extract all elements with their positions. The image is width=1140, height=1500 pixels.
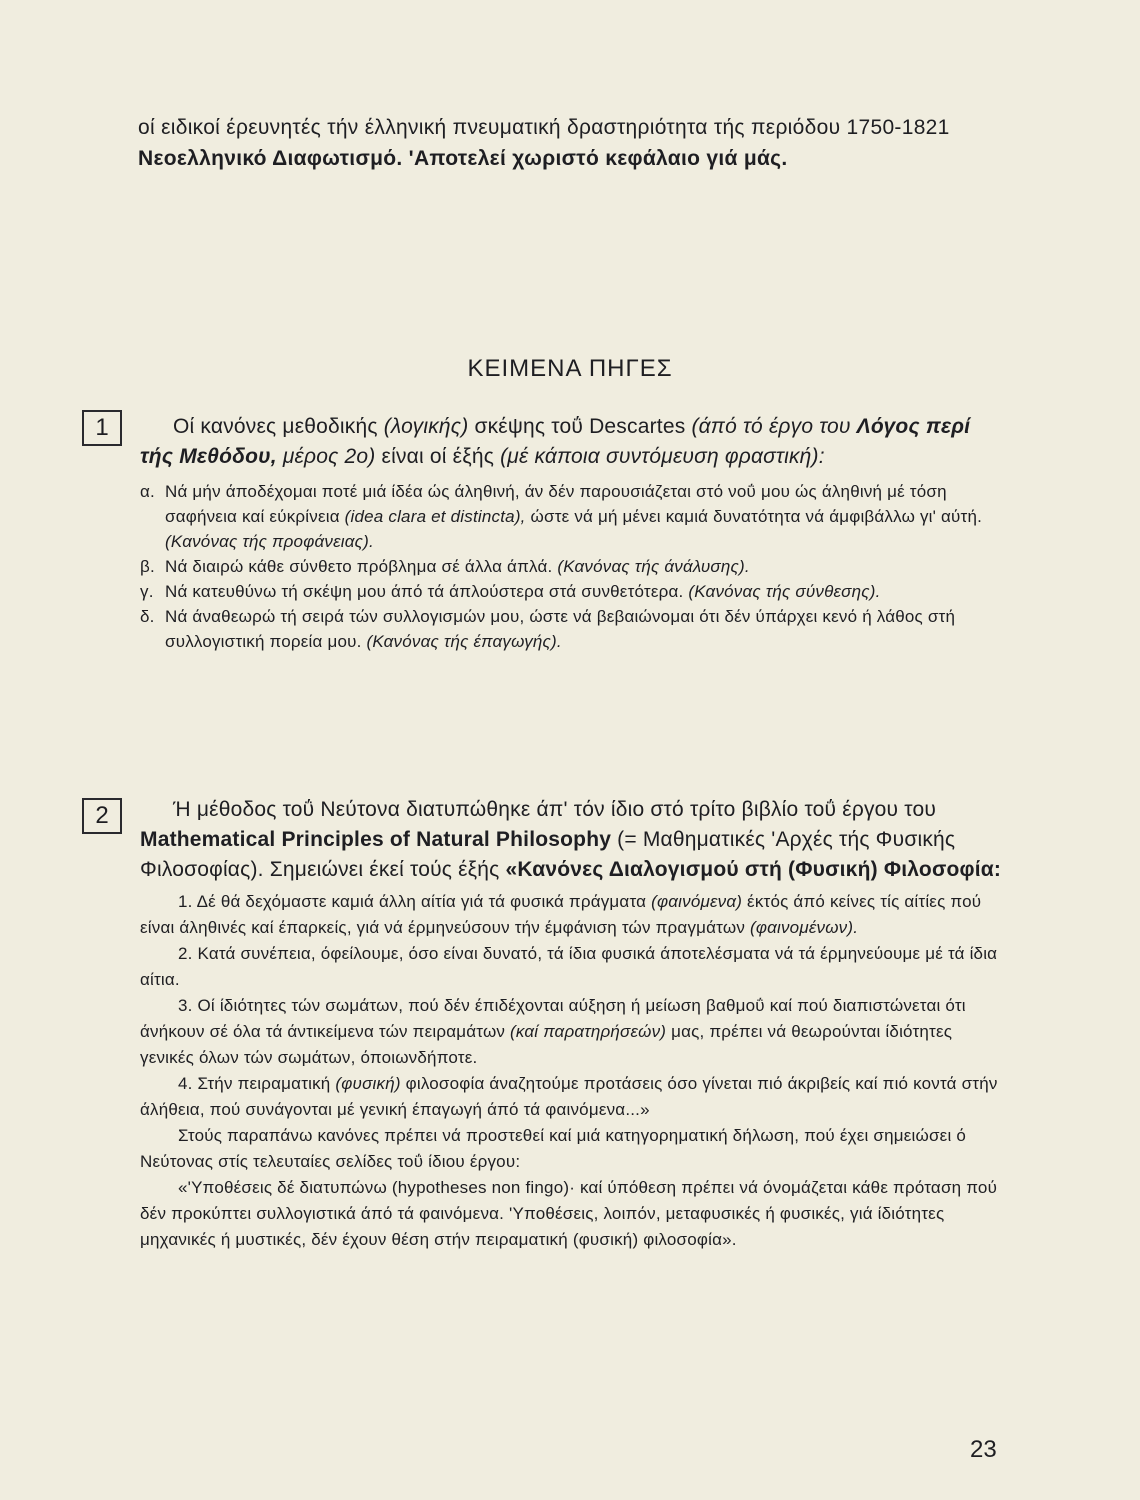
rule-label: γ. [140,582,154,601]
lead-rules-title: «Κανόνες Διαλογισμού στή (Φυσική) Φιλοσοφία: [505,858,1002,881]
lead-work-title: Mathematical Principles of Natural Philosophy [140,828,612,851]
lead-text: Ή μέθοδος τοΰ Νεύτονα διατυπώθηκε άπ' τόν ίδιο στό τρίτο βιβλίο τοΰ έργου του [173,798,937,821]
para-italic: (φυσική) [335,1074,401,1093]
rule-italic: (Κανόνας τής σύνθεσης). [688,582,881,601]
newton-declaration-intro: Στούς παραπάνω κανόνες πρέπει νά προστεθεί καί μιά κατηγορηματική δήλωση, πού έχει σημειώσει ό Νεύτονας στίς τελευταίες σελίδες τοΰ ίδιου έργου: [140,1126,967,1171]
newton-rule-2: 2. Κατά συνέπεια, όφείλουμε, όσο είναι δυνατό, τά ίδια φυσικά άποτελέσματα νά τά έρμηνεύουμε μέ τά ίδια αίτια. [140,944,998,989]
para-italic: (φαινόμενα) [651,892,743,911]
intro-paragraph [138,112,988,174]
newton-declaration-quote: «'Υποθέσεις δέ διατυπώνω (hypotheses non fingo)· καί ύπόθεση πρέπει νά όνομάζεται κάθε πρόταση πού δέν προκύπτει συλλογιστικά άπό τά φαινόμενα. 'Υποθέσεις, λοιπόν, μεταφυσικές ή φυσικές, γιά ίδιότητες μηχανικές ή μυστικές, δέν έχουν θέση στήν πειραματική (φυσική) φιλοσοφία». [140,1178,998,1249]
rule-item [140,479,1002,554]
lead-italic: (άπό τό έργο του [691,415,857,438]
rule-item [140,554,1002,579]
newton-rule-3 [140,993,1002,1071]
para-italic: (καί παρατηρήσεών) [510,1022,667,1041]
para-italic: (φαινομένων). [749,918,859,937]
newton-rule-1 [140,889,1002,941]
rule-text: Νά άναθεωρώ τή σειρά τών συλλογισμών μου, ώστε νά βεβαιώνομαι ότι δέν ύπάρχει κενό ή λάθος στή συλλογιστική πορεία μου. [165,607,956,651]
rule-item [140,579,1002,604]
intro-bold-note: 'Αποτελεί χωριστό κεφάλαιο γιά μάς. [402,147,788,170]
rule-text: Νά μήν άποδέχομαι ποτέ μιά ίδέα ώς άληθινή, άν δέν παρουσιάζεται στό νοΰ μου ώς άληθινή μέ τόση σαφήνεια καί εύκρίνεια [165,482,947,526]
para-text: μας, πρέπει νά θεωρούνται ίδιότητες γενικές όλων τών σωμάτων, όποιωνδήποτε. [140,1022,953,1067]
rule-italic: (Κανόνας τής άνάλυσης). [557,557,750,576]
rule-label: δ. [140,607,155,626]
lead-italic: μέρος 2ο) [276,445,376,468]
intro-bold-term: Νεοελληνικό Διαφωτισμό. [138,147,403,170]
source-1-lead [140,412,1002,472]
lead-text: Οί κανόνες μεθοδικής [173,415,384,438]
para-text: 3. Οί ίδιότητες τών σωμάτων, πού δέν έπιδέχονται αύξηση ή μείωση βαθμοΰ καί πού διαπιστώνεται ότι άνήκουν σέ όλα τά άντικείμενα τών πειραμάτων [140,996,966,1041]
lead-text: είναι οί έξής [375,445,501,468]
rule-italic: (Κανόνας τής έπαγωγής). [366,632,562,651]
intro-text: οί ειδικοί έρευνητές τήν έλληνική πνευματική δραστηριότητα τής περιόδου 1750-1821 [138,116,950,139]
section-heading: ΚΕΙΜΕΝΑ ΠΗΓΕΣ [467,355,673,382]
source-2-lead [140,795,1002,885]
source-number-box-1: 1 [82,410,122,446]
source-1 [140,412,1002,654]
para-text: 1. Δέ θά δεχόμαστε καμιά άλλη αίτία γιά τά φυσικά πράγματα [178,892,652,911]
para-text: 4. Στήν πειραματική [178,1074,336,1093]
rule-label: α. [140,482,155,501]
para-text: έκτός άπό κείνες τίς αίτίες πού είναι άληθινές καί έπαρκείς, γιά νά έρμηνεύσουν τήν έμφάνιση τών πραγμάτων [140,892,982,937]
rule-text: Νά κατευθύνω τή σκέψη μου άπό τά άπλούστερα στά συνθετότερα. [165,582,689,601]
rule-text: ώστε νά μή μένει καμιά δυνατότητα νά άμφιβάλλω γι' αύτή. [525,507,983,526]
rule-italic: (Κανόνας τής προφάνειας). [165,532,374,551]
page-number: 23 [970,1436,997,1463]
rule-item [140,604,1002,654]
source-2 [140,795,1002,1253]
lead-text: (= Μαθηματικές 'Αρχές τής Φυσικής Φιλοσοφίας). Σημειώνει έκεί τούς έξής [140,828,956,881]
newton-rule-4 [140,1071,1002,1123]
lead-work-title: Λόγος περί τής Μεθόδου, [140,415,971,468]
lead-text: σκέψης τοΰ Descartes [468,415,692,438]
rule-label: β. [140,557,155,576]
source-number-box-2: 2 [82,798,122,834]
para-text: φιλοσοφία άναζητούμε προτάσεις όσο γίνεται πιό άκριβείς καί πιό κοντά στήν άλήθεια, πού συνάγονται μέ γενική έπαγωγή άπό τά φαινόμενα...» [140,1074,998,1119]
rule-text: Νά διαιρώ κάθε σύνθετο πρόβλημα σέ άλλα άπλά. [165,557,558,576]
lead-italic: (μέ κάποια συντόμευση φραστική): [500,445,825,468]
rule-italic: (idea clara et distincta), [344,507,526,526]
lead-italic: (λογικής) [383,415,469,438]
